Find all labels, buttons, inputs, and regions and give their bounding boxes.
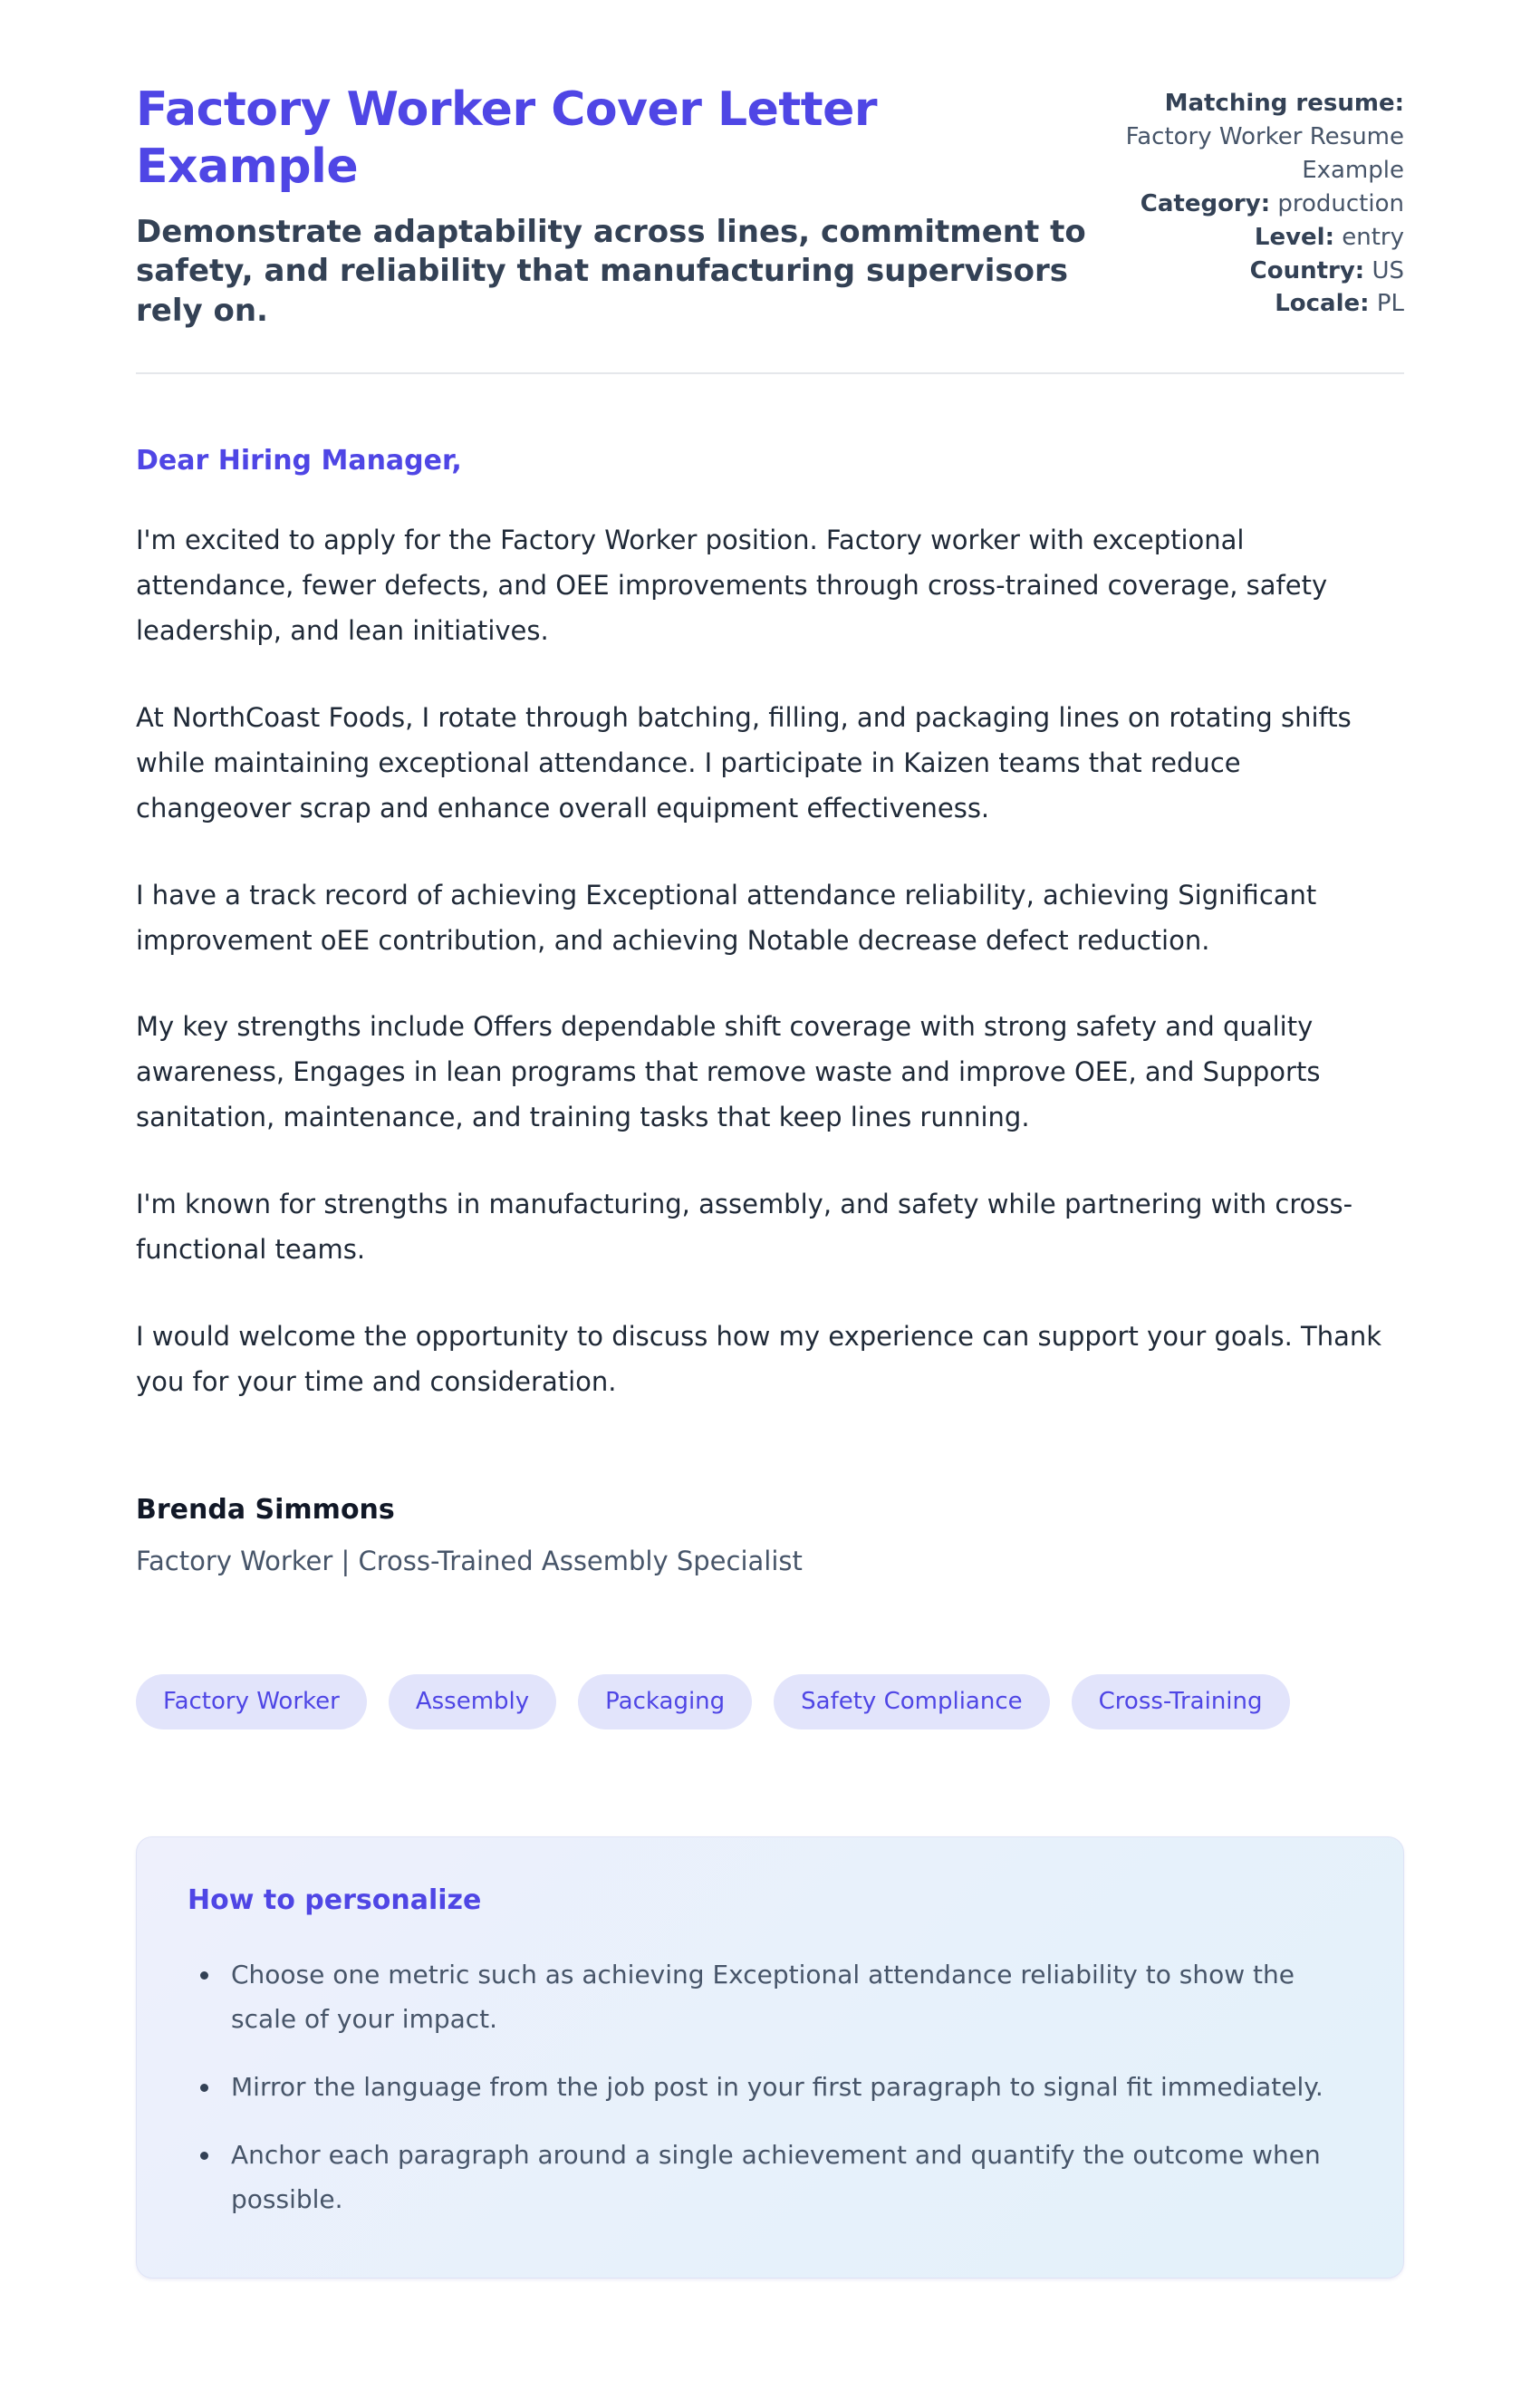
tag-list xyxy=(136,1674,1404,1729)
letter-paragraph: I'm excited to apply for the Factory Worker position. Factory worker with exceptional attendance, fewer defects, and OEE improvements through cross-trained coverage, safety leadership, and lean initiatives. xyxy=(136,525,1328,647)
tag-factory-worker[interactable]: Factory Worker xyxy=(136,1674,367,1729)
meta-locale-value: PL xyxy=(1376,290,1404,318)
how-to-personalize-box xyxy=(136,1836,1404,2279)
tag-assembly[interactable]: Assembly xyxy=(389,1674,556,1729)
page-subtitle: Demonstrate adaptability across lines, commitment to safety, and reliability that manufacturing supervisors rely on. xyxy=(136,213,1086,329)
letter-paragraph: My key strengths include Offers dependable shift coverage with strong safety and quality awareness, Engages in lean programs that remove waste and improve OEE, and Supports sanitation, maintenance, and training tasks that keep lines running. xyxy=(136,1011,1321,1133)
meta-category-value: production xyxy=(1277,189,1404,217)
meta-country-value: US xyxy=(1372,256,1404,284)
tip-item: • Mirror the language from the job post in your first paragraph to signal fit immediately. xyxy=(222,2065,1352,2109)
letter-paragraph: I'm known for strengths in manufacturing, assembly, and safety while partnering with cross-functional teams. xyxy=(136,1189,1353,1265)
header xyxy=(136,82,1404,331)
content-container xyxy=(136,0,1404,2351)
meta-locale xyxy=(1096,287,1404,321)
tip-item: • Choose one metric such as achieving Exceptional attendance reliability to show the scale of your impact. xyxy=(222,1952,1352,2041)
signature-name: Brenda Simmons xyxy=(136,1493,395,1526)
letter-paragraph: At NorthCoast Foods, I rotate through batching, filling, and packaging lines on rotating shifts while maintaining exceptional attendance. I participate in Kaizen teams that reduce changeover scrap and enhance overall equipment effectiveness. xyxy=(136,702,1352,824)
meta-level-value: entry xyxy=(1342,223,1404,251)
meta-level-label: Level: xyxy=(1254,223,1334,251)
page-title: Factory Worker Cover Letter Example xyxy=(136,82,878,195)
meta-matching-resume xyxy=(1096,87,1404,188)
header-divider xyxy=(136,372,1404,374)
meta-country xyxy=(1096,255,1404,288)
meta-matching-resume-value: Factory Worker Resume Example xyxy=(1125,122,1404,184)
letter-paragraph: I would welcome the opportunity to discuss how my experience can support your goals. Thank you for your time and consideration. xyxy=(136,1320,1382,1397)
meta-locale-label: Locale: xyxy=(1275,290,1370,318)
letter-paragraph: I have a track record of achieving Exceptional attendance reliability, achieving Significant improvement oEE contribution, and achieving Notable decrease defect reduction. xyxy=(136,879,1317,956)
signature-role: Factory Worker | Cross-Trained Assembly Specialist xyxy=(136,1545,803,1576)
tag-safety-compliance[interactable]: Safety Compliance xyxy=(774,1674,1049,1729)
letter-salutation: Dear Hiring Manager, xyxy=(136,445,462,477)
tag-cross-training[interactable]: Cross-Training xyxy=(1072,1674,1290,1729)
signature-block xyxy=(136,1494,1404,1576)
tip-item: • Anchor each paragraph around a single achievement and quantify the outcome when possible. xyxy=(222,2133,1352,2221)
meta-category-label: Category: xyxy=(1140,189,1271,217)
header-left xyxy=(136,82,1087,331)
tips-list xyxy=(188,1952,1352,2221)
tag-packaging[interactable]: Packaging xyxy=(578,1674,752,1729)
header-meta xyxy=(1096,82,1404,321)
meta-country-label: Country: xyxy=(1249,256,1365,284)
meta-level xyxy=(1096,221,1404,255)
tips-title: How to personalize xyxy=(188,1884,482,1916)
meta-category xyxy=(1096,188,1404,221)
letter-body xyxy=(136,445,1404,2278)
meta-matching-resume-label: Matching resume: xyxy=(1164,90,1404,117)
